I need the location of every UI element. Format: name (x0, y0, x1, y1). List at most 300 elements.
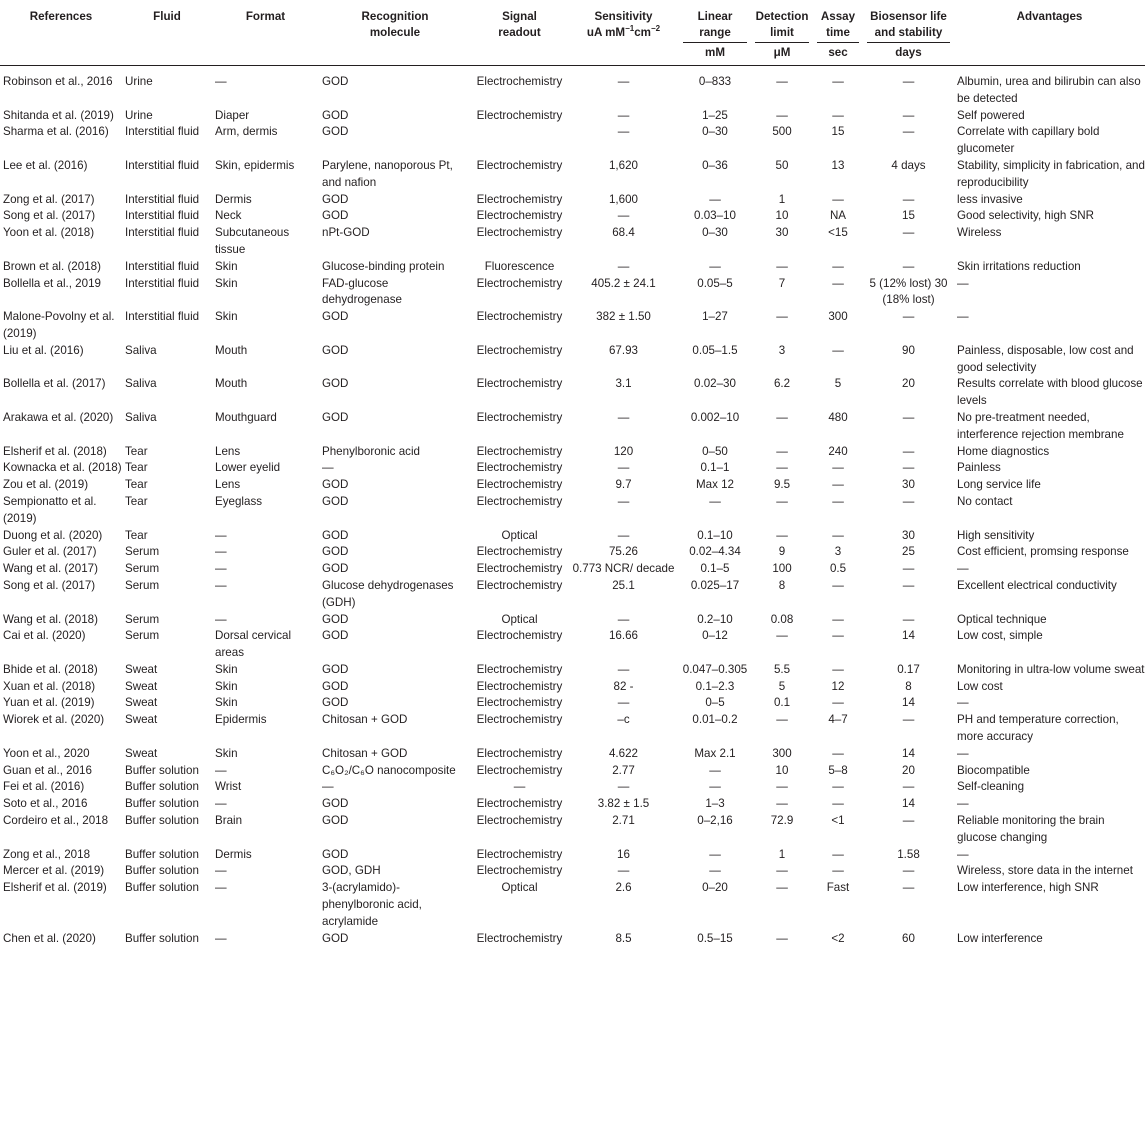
cell-sensitivity: — (617, 75, 630, 88)
cell-format: — (215, 763, 227, 777)
cell-reference: Song et al. (2017) (3, 578, 96, 592)
cell-reference: Cai et al. (2020) (3, 629, 86, 643)
cell-assay-time: — (832, 494, 844, 508)
table-row (0, 528, 1145, 545)
cell-linear-range: 0.002–10 (690, 410, 740, 424)
cell-detection-limit: 8 (778, 578, 786, 592)
header-format: Format (245, 10, 286, 23)
cell-signal-readout: Electrochemistry (476, 377, 563, 391)
cell-assay-time: — (832, 847, 844, 861)
cell-biosensor-life: — (902, 310, 915, 324)
cell-reference: Mercer et al. (2019) (3, 864, 105, 878)
cell-format: Skin (215, 679, 238, 693)
cell-assay-time: — (832, 864, 844, 878)
header-text: time (826, 26, 850, 39)
cell-fluid: Buffer solution (125, 763, 199, 777)
header-references: References (29, 10, 93, 23)
cell-advantages: Results correlate with blood glucose levels (957, 377, 1143, 408)
table-row (0, 931, 1145, 948)
cell-format: Eyeglass (215, 494, 263, 508)
cell-recognition-molecule: FAD-glucose dehydrogenase (322, 276, 402, 307)
cell-assay-time: 13 (831, 158, 845, 172)
cell-recognition-molecule: GOD (322, 377, 349, 391)
cell-assay-time: Fast (826, 881, 850, 895)
table-row (0, 410, 1145, 444)
cell-recognition-molecule: — (322, 461, 334, 475)
cell-detection-limit: — (776, 75, 788, 88)
cell-recognition-molecule: GOD (322, 310, 349, 324)
cell-assay-time: — (832, 276, 844, 290)
cell-signal-readout: Electrochemistry (476, 478, 563, 492)
cell-biosensor-life: 90 (902, 343, 915, 357)
cell-fluid: Buffer solution (125, 881, 199, 895)
cell-signal-readout: Electrochemistry (476, 797, 563, 811)
table-row (0, 259, 1145, 276)
cell-advantages: Low cost (957, 679, 1003, 693)
table-row (0, 763, 1145, 780)
cell-sensitivity: — (617, 108, 630, 122)
cell-linear-range: 1–3 (705, 797, 725, 811)
cell-advantages: Wireless, store data in the internet (957, 864, 1133, 878)
cell-advantages: Biocompatible (957, 763, 1030, 777)
cell-detection-limit: — (776, 461, 788, 475)
cell-signal-readout: Optical (501, 528, 538, 542)
table-row (0, 679, 1145, 696)
cell-biosensor-life: — (902, 494, 915, 508)
cell-detection-limit: 9.5 (773, 478, 791, 492)
cell-format: Mouth (215, 377, 248, 391)
cell-fluid: Interstitial fluid (125, 158, 200, 172)
cell-recognition-molecule: GOD (322, 545, 349, 559)
cell-sensitivity: — (617, 259, 630, 273)
cell-fluid: Interstitial fluid (125, 125, 200, 139)
cell-advantages: High sensitivity (957, 528, 1035, 542)
table-row (0, 192, 1145, 209)
cell-fluid: Urine (125, 108, 153, 122)
cell-fluid: Interstitial fluid (125, 209, 200, 223)
cell-assay-time: — (832, 108, 844, 122)
cell-linear-range: — (709, 864, 721, 878)
cell-fluid: Interstitial fluid (125, 310, 200, 324)
table-row (0, 158, 1145, 192)
table-row (0, 444, 1145, 461)
cell-detection-limit: — (776, 881, 788, 895)
header-text: cm (634, 26, 651, 39)
cell-recognition-molecule: GOD (322, 696, 349, 710)
cell-signal-readout: Fluorescence (484, 259, 555, 273)
cell-linear-range: 0.1–5 (700, 562, 730, 576)
cell-advantages: Wireless (957, 226, 1002, 240)
cell-advantages: — (957, 562, 969, 576)
cell-reference: Bollella et al., 2019 (3, 276, 101, 290)
cell-linear-range: 0.01–0.2 (692, 713, 738, 727)
cell-fluid: Buffer solution (125, 814, 199, 828)
cell-linear-range: 0.1–2.3 (695, 679, 735, 693)
cell-detection-limit: — (776, 410, 788, 424)
cell-assay-time: <1 (831, 814, 845, 828)
cell-biosensor-life: 14 (902, 629, 915, 643)
cell-linear-range: 0–30 (702, 226, 728, 240)
cell-recognition-molecule: GOD (322, 612, 349, 626)
cell-assay-time: — (832, 696, 844, 710)
header-detection-limit (751, 0, 813, 61)
cell-reference: Brown et al. (2018) (3, 259, 101, 273)
cell-signal-readout: Electrochemistry (476, 864, 563, 878)
cell-assay-time: <2 (831, 931, 845, 945)
cell-format: Skin (215, 310, 238, 324)
cell-biosensor-life: 4 days (891, 158, 926, 172)
cell-format: — (215, 797, 227, 811)
cell-recognition-molecule: GOD (322, 125, 349, 139)
cell-detection-limit: 6.2 (773, 377, 791, 391)
table-row (0, 309, 1145, 343)
cell-sensitivity: 25.1 (612, 578, 635, 592)
cell-signal-readout: Electrochemistry (476, 209, 563, 223)
table-row (0, 863, 1145, 880)
cell-reference: Song et al. (2017) (3, 209, 96, 223)
cell-assay-time: — (832, 192, 844, 206)
cell-sensitivity: 8.5 (615, 931, 632, 945)
table-row (0, 695, 1145, 712)
cell-sensitivity: 68.4 (612, 226, 635, 240)
table-row (0, 66, 1145, 108)
cell-signal-readout: Optical (501, 881, 538, 895)
cell-assay-time: 300 (828, 310, 848, 324)
cell-fluid: Tear (125, 528, 148, 542)
cell-signal-readout: Electrochemistry (476, 410, 563, 424)
cell-recognition-molecule: Glucose dehydrogenases (GDH) (322, 578, 454, 609)
cell-biosensor-life: 20 (902, 377, 915, 391)
cell-detection-limit: — (776, 931, 788, 945)
cell-recognition-molecule: GOD, GDH (322, 864, 381, 878)
cell-linear-range: 0–30 (702, 125, 728, 139)
cell-linear-range: — (709, 192, 721, 206)
cell-assay-time: 5–8 (828, 763, 848, 777)
cell-reference: Sempionatto et al. (2019) (3, 494, 97, 525)
cell-sensitivity: — (617, 125, 630, 139)
cell-detection-limit: 500 (772, 125, 792, 139)
header-text: molecule (369, 26, 421, 39)
table-row (0, 712, 1145, 746)
cell-signal-readout: Electrochemistry (476, 578, 563, 592)
cell-fluid: Sweat (125, 662, 158, 676)
cell-reference: Sharma et al. (2016) (3, 125, 109, 139)
cell-biosensor-life: 30 (902, 478, 915, 492)
cell-detection-limit: 100 (772, 562, 792, 576)
cell-advantages: Stability, simplicity in fabrication, and reproducibility (957, 158, 1145, 189)
cell-assay-time: 5 (834, 377, 842, 391)
cell-recognition-molecule: GOD (322, 192, 349, 206)
cell-signal-readout: Electrochemistry (476, 226, 563, 240)
cell-biosensor-life: 5 (12% lost) 30 (18% lost) (869, 276, 948, 307)
cell-assay-time: — (832, 629, 844, 643)
cell-fluid: Buffer solution (125, 780, 199, 794)
cell-detection-limit: 0.1 (773, 696, 791, 710)
cell-fluid: Urine (125, 75, 153, 88)
cell-sensitivity: 75.26 (608, 545, 638, 559)
cell-signal-readout: Electrochemistry (476, 713, 563, 727)
cell-signal-readout: Electrochemistry (476, 545, 563, 559)
cell-linear-range: — (709, 763, 721, 777)
table-row (0, 208, 1145, 225)
cell-signal-readout: Electrochemistry (476, 763, 563, 777)
cell-recognition-molecule: Parylene, nanoporous Pt, and nafion (322, 158, 453, 189)
cell-detection-limit: — (776, 259, 788, 273)
cell-recognition-molecule: GOD (322, 679, 349, 693)
cell-sensitivity: — (617, 612, 630, 626)
cell-biosensor-life: — (902, 612, 915, 626)
cell-recognition-molecule: nPt-GOD (322, 226, 370, 240)
cell-fluid: Tear (125, 494, 148, 508)
cell-sensitivity: 0.773 NCR/ decade (572, 562, 675, 576)
cell-sensitivity: — (617, 696, 630, 710)
cell-recognition-molecule: GOD (322, 797, 349, 811)
cell-detection-limit: — (776, 108, 788, 122)
cell-fluid: Saliva (125, 343, 157, 357)
cell-biosensor-life: — (902, 410, 915, 424)
cell-detection-limit: 7 (778, 276, 786, 290)
cell-recognition-molecule: GOD (322, 410, 349, 424)
cell-signal-readout: — (513, 780, 526, 794)
cell-advantages: — (957, 310, 969, 324)
cell-fluid: Interstitial fluid (125, 259, 200, 273)
cell-reference: Xuan et al. (2018) (3, 679, 96, 693)
cell-biosensor-life: — (902, 713, 915, 727)
cell-signal-readout: Electrochemistry (476, 746, 563, 760)
cell-fluid: Sweat (125, 713, 158, 727)
cell-signal-readout: Electrochemistry (476, 847, 563, 861)
cell-recognition-molecule: Chitosan + GOD (322, 746, 408, 760)
cell-reference: Arakawa et al. (2020) (3, 410, 114, 424)
table-header (0, 0, 1145, 66)
cell-format: Lens (215, 444, 241, 458)
header-text: −2 (650, 24, 661, 34)
cell-advantages: No contact (957, 494, 1013, 508)
cell-advantages: Good selectivity, high SNR (957, 209, 1095, 223)
header-fluid: Fluid (153, 10, 181, 23)
cell-assay-time: — (832, 797, 844, 811)
cell-reference: Yuan et al. (2019) (3, 696, 95, 710)
cell-assay-time: — (832, 259, 844, 273)
cell-fluid: Buffer solution (125, 847, 199, 861)
cell-sensitivity: 405.2 ± 24.1 (591, 276, 656, 290)
cell-format: Lower eyelid (215, 461, 281, 475)
cell-fluid: Interstitial fluid (125, 226, 200, 240)
cell-format: Dermis (215, 192, 252, 206)
table-body (0, 66, 1145, 948)
cell-linear-range: 0.02–30 (694, 377, 736, 391)
table-row (0, 746, 1145, 763)
cell-reference: Elsherif et al. (2019) (3, 881, 107, 895)
cell-detection-limit: 72.9 (770, 814, 794, 828)
table-row (0, 276, 1145, 310)
cell-reference: Yoon et al., 2020 (3, 746, 90, 760)
cell-advantages: Low interference (957, 931, 1043, 945)
cell-advantages: Reliable monitoring the brain glucose changing (957, 814, 1105, 844)
cell-detection-limit: 5.5 (773, 662, 791, 676)
cell-signal-readout: Electrochemistry (476, 158, 563, 172)
header-text: Detection (755, 10, 809, 23)
cell-sensitivity: — (617, 864, 630, 878)
cell-linear-range: 0–833 (698, 75, 732, 88)
cell-sensitivity: 2.77 (612, 763, 635, 777)
cell-advantages: Painless, disposable, low cost and good selectivity (957, 343, 1134, 374)
cell-format: Neck (215, 209, 242, 223)
cell-detection-limit: 9 (778, 545, 786, 559)
cell-recognition-molecule: GOD (322, 629, 349, 643)
cell-format: Skin (215, 696, 238, 710)
cell-sensitivity: 1,600 (608, 192, 638, 206)
cell-sensitivity: 382 ± 1.50 (596, 310, 651, 324)
cell-sensitivity: — (617, 461, 630, 475)
cell-linear-range: 0.02–4.34 (689, 545, 741, 559)
cell-biosensor-life: 25 (902, 545, 915, 559)
cell-sensitivity: 2.71 (612, 814, 635, 828)
cell-assay-time: — (832, 461, 844, 475)
cell-linear-range: — (709, 259, 721, 273)
cell-advantages: Low interference, high SNR (957, 881, 1099, 895)
cell-biosensor-life: — (902, 108, 915, 122)
cell-advantages: less invasive (957, 192, 1023, 206)
cell-sensitivity: 16 (617, 847, 630, 861)
cell-signal-readout: Electrochemistry (476, 461, 563, 475)
cell-linear-range: 0–50 (702, 444, 728, 458)
header-text: Sensitivity (594, 10, 653, 23)
cell-reference: Wang et al. (2018) (3, 612, 98, 626)
cell-format: Dermis (215, 847, 252, 861)
cell-biosensor-life: 14 (902, 696, 915, 710)
cell-detection-limit: — (776, 494, 788, 508)
cell-linear-range: 0.05–1.5 (692, 343, 738, 357)
cell-biosensor-life: — (902, 226, 915, 240)
table-row (0, 561, 1145, 578)
cell-advantages: — (957, 797, 969, 811)
cell-assay-time: 3 (834, 545, 842, 559)
cell-biosensor-life: 30 (902, 528, 915, 542)
cell-signal-readout: Electrochemistry (476, 108, 563, 122)
cell-biosensor-life: — (902, 578, 915, 592)
cell-advantages: Optical technique (957, 612, 1047, 626)
cell-advantages: No pre-treatment needed, interference rejection membrane (957, 410, 1124, 441)
cell-advantages: Albumin, urea and bilirubin can also be detected (957, 75, 1141, 105)
cell-biosensor-life: — (902, 259, 915, 273)
cell-assay-time: <15 (828, 226, 848, 240)
header-text: readout (498, 26, 541, 39)
cell-advantages: Low cost, simple (957, 629, 1043, 643)
cell-signal-readout: Electrochemistry (476, 679, 563, 693)
cell-signal-readout: Electrochemistry (476, 276, 563, 290)
header-assay-time (813, 0, 863, 61)
header-text: Recognition (361, 10, 429, 23)
cell-format: Epidermis (215, 713, 267, 727)
cell-assay-time: — (832, 662, 844, 676)
cell-format: — (215, 931, 227, 945)
cell-format: Skin (215, 746, 238, 760)
cell-fluid: Sweat (125, 696, 158, 710)
cell-assay-time: 12 (831, 679, 845, 693)
cell-assay-time: — (832, 75, 844, 88)
cell-biosensor-life: — (902, 444, 915, 458)
cell-linear-range: 0–2,16 (697, 814, 733, 828)
header-signal-readout (471, 0, 568, 61)
cell-advantages: Self powered (957, 108, 1025, 122)
cell-format: — (215, 562, 227, 576)
table-row (0, 612, 1145, 629)
cell-detection-limit: 1 (778, 847, 786, 861)
cell-biosensor-life: — (902, 125, 915, 139)
cell-biosensor-life: — (902, 461, 915, 475)
cell-biosensor-life: 1.58 (897, 847, 920, 861)
cell-biosensor-life: — (902, 780, 915, 794)
cell-biosensor-life: 15 (902, 209, 915, 223)
cell-signal-readout: Electrochemistry (476, 629, 563, 643)
cell-reference: Lee et al. (2016) (3, 158, 88, 172)
cell-sensitivity: — (617, 528, 630, 542)
cell-biosensor-life: 0.17 (897, 662, 920, 676)
cell-reference: Cordeiro et al., 2018 (3, 814, 109, 828)
cell-sensitivity: 120 (613, 444, 634, 458)
cell-recognition-molecule: GOD (322, 528, 349, 542)
cell-advantages: — (957, 696, 969, 710)
cell-fluid: Serum (125, 612, 160, 626)
cell-fluid: Sweat (125, 746, 158, 760)
cell-fluid: Buffer solution (125, 797, 199, 811)
cell-linear-range: 0.03–10 (694, 209, 736, 223)
cell-detection-limit: 10 (775, 763, 789, 777)
cell-reference: Zou et al. (2019) (3, 478, 89, 492)
table-row (0, 813, 1145, 847)
cell-reference: Kownacka et al. (2018) (3, 461, 122, 475)
cell-sensitivity: 4.622 (608, 746, 638, 760)
cell-fluid: Sweat (125, 679, 158, 693)
cell-fluid: Tear (125, 478, 148, 492)
table-row (0, 796, 1145, 813)
cell-advantages: Correlate with capillary bold glucometer (957, 125, 1100, 156)
cell-format: Mouth (215, 343, 248, 357)
table-row (0, 880, 1145, 930)
cell-recognition-molecule: GOD (322, 931, 349, 945)
cell-advantages: Painless (957, 461, 1001, 475)
cell-detection-limit: 10 (775, 209, 789, 223)
cell-recognition-molecule: GOD (322, 209, 349, 223)
cell-signal-readout: Electrochemistry (476, 696, 563, 710)
cell-recognition-molecule: — (322, 780, 334, 794)
header-text: Biosensor life (870, 10, 947, 23)
cell-linear-range: 1–27 (702, 310, 728, 324)
cell-sensitivity: — (617, 209, 630, 223)
cell-format: Dorsal cervical areas (215, 629, 292, 660)
header-text: Linear (697, 10, 733, 23)
cell-detection-limit: — (776, 528, 788, 542)
cell-linear-range: 0–12 (702, 629, 728, 643)
header-advantages: Advantages (1016, 10, 1083, 23)
cell-signal-readout: Electrochemistry (476, 562, 563, 576)
cell-signal-readout: Electrochemistry (476, 814, 563, 828)
cell-format: Skin (215, 662, 238, 676)
cell-biosensor-life: — (902, 881, 915, 895)
cell-assay-time: — (832, 528, 844, 542)
cell-detection-limit: 50 (775, 158, 789, 172)
cell-reference: Bhide et al. (2018) (3, 662, 98, 676)
cell-format: Subcutaneous tissue (215, 226, 290, 256)
cell-detection-limit: — (776, 713, 788, 727)
cell-fluid: Buffer solution (125, 864, 199, 878)
cell-detection-limit: 0.08 (770, 612, 794, 626)
cell-format: Diaper (215, 108, 250, 122)
cell-advantages: — (957, 276, 969, 290)
header-text: Signal (502, 10, 537, 23)
table-row (0, 494, 1145, 528)
